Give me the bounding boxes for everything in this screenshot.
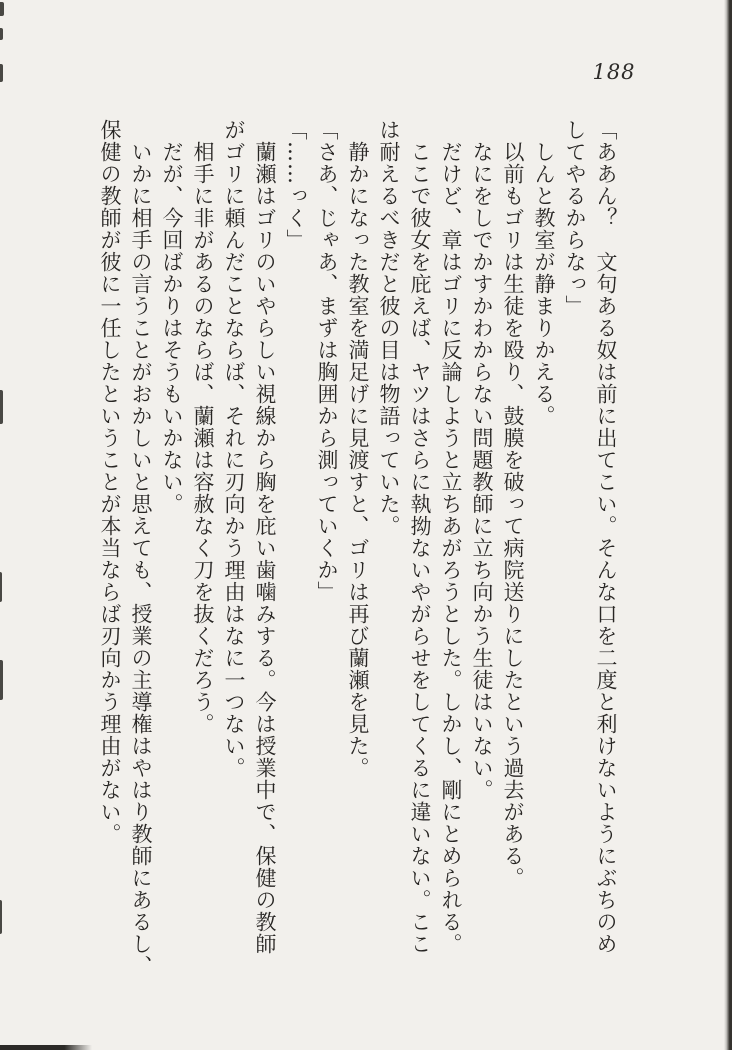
text-line: 蘭瀬はゴリのいやらしい視線から胸を庇い歯噛みする。今は授業中で、保健の教師 bbox=[253, 141, 277, 955]
text-columns bbox=[94, 119, 621, 1001]
text-line: 「……っく」 bbox=[284, 119, 308, 251]
text-line: だが、今回ばかりはそうもいかない。 bbox=[160, 141, 184, 515]
bottom-edge-scan-mark bbox=[0, 1045, 92, 1050]
left-edge-scan-mark bbox=[0, 390, 3, 424]
right-page-edge-shadow bbox=[724, 0, 732, 1050]
text-line: がゴリに頼んだことならば、それに刃向かう理由はなに一つない。 bbox=[222, 119, 246, 779]
page-number: 188 bbox=[592, 60, 636, 84]
text-line: 「さあ、じゃあ、まずは胸囲から測っていくか」 bbox=[315, 119, 339, 603]
text-line: は耐えるべきだと彼の目は物語っていた。 bbox=[377, 119, 401, 537]
text-line: 保健の教師が彼に一任したということが本当ならば刃向かう理由がない。 bbox=[98, 119, 122, 845]
text-line: なにをしでかすかわからない問題教師に立ち向かう生徒はいない。 bbox=[470, 141, 494, 801]
text-line: いかに相手の言うことがおかしいと思えても、授業の主導権はやはり教師にあるし、 bbox=[129, 141, 153, 977]
left-edge-scan-mark bbox=[0, 660, 3, 700]
left-edge-scan-mark bbox=[0, 572, 2, 602]
left-edge-scan-mark bbox=[0, 64, 3, 82]
text-line: 相手に非があるのならば、蘭瀬は容赦なく刀を抜くだろう。 bbox=[191, 141, 215, 735]
left-edge-scan-mark bbox=[0, 28, 3, 40]
text-line: しんと教室が静まりかえる。 bbox=[532, 141, 556, 427]
text-line: だけど、章はゴリに反論しようと立ちあがろうとした。しかし、剛にとめられる。 bbox=[439, 141, 463, 955]
text-line: 「ああん？ 文句ある奴は前に出てこい。そんな口を二度と利けないようにぶちのめ bbox=[594, 119, 618, 955]
text-line: ここで彼女を庇えば、ヤツはさらに執拗ないやがらせをしてくるに違いない。ここ bbox=[408, 141, 432, 955]
left-edge-scan-mark bbox=[0, 900, 2, 934]
text-line: 静かになった教室を満足げに見渡すと、ゴリは再び蘭瀬を見た。 bbox=[346, 141, 370, 779]
left-edge-scan-mark bbox=[0, 2, 4, 16]
text-line: してやるからなっ」 bbox=[563, 119, 587, 317]
text-line: 以前もゴリは生徒を殴り、鼓膜を破って病院送りにしたという過去がある。 bbox=[501, 141, 525, 889]
